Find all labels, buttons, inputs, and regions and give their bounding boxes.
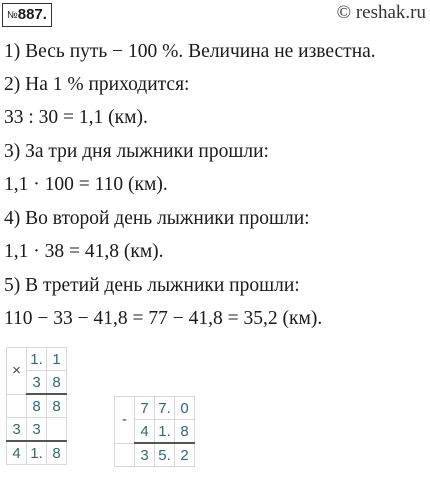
cell: 8 — [175, 420, 195, 444]
header — [0, 0, 430, 30]
cell: 4 — [135, 420, 155, 444]
cell: 3 — [7, 418, 27, 442]
cell: 7 — [135, 397, 155, 420]
line-step-4: 4) Во второй день лыжники прошли: — [4, 208, 310, 229]
multiplication-column — [6, 347, 67, 465]
watermark: © reshak.ru — [336, 2, 426, 23]
cell: 8 — [47, 371, 67, 395]
cell: 3 — [27, 418, 47, 442]
multiply-operator: × — [7, 348, 27, 395]
cell — [47, 418, 67, 442]
mult-row-1 — [7, 348, 67, 371]
line-step-2: 2) На 1 % приходится: — [4, 74, 190, 95]
cell: 1 — [47, 348, 67, 371]
number-value: 887. — [17, 6, 47, 23]
cell: 1. — [27, 348, 47, 371]
cell: 3 — [135, 443, 155, 467]
cell — [7, 394, 27, 418]
cell: 7. — [155, 397, 175, 420]
cell: 4 — [7, 441, 27, 465]
cell — [115, 443, 135, 467]
cell: 5. — [155, 443, 175, 467]
cell: 2 — [175, 443, 195, 467]
number-sign: № — [7, 10, 18, 21]
cell: 8 — [27, 394, 47, 418]
line-step-5: 5) В третий день лыжники прошли: — [4, 275, 300, 296]
mult-row-5 — [7, 441, 67, 465]
line-calc-3: 1,1 · 38 = 41,8 (км). — [4, 241, 164, 262]
line-step-3: 3) За три дня лыжники прошли: — [4, 141, 269, 162]
sub-row-3 — [115, 443, 195, 467]
line-calc-1: 33 : 30 = 1,1 (км). — [4, 107, 148, 128]
cell: 0 — [175, 397, 195, 420]
cell: 1. — [155, 420, 175, 444]
mult-row-4 — [7, 418, 67, 442]
cell: 1. — [27, 441, 47, 465]
mult-row-3 — [7, 394, 67, 418]
subtraction-column — [114, 396, 195, 467]
line-calc-4: 110 − 33 − 41,8 = 77 − 41,8 = 35,2 (км). — [4, 308, 323, 329]
cell: 8 — [47, 394, 67, 418]
cell: 8 — [47, 441, 67, 465]
sub-row-1 — [115, 397, 195, 420]
line-step-1: 1) Весь путь − 100 %. Величина не известна. — [4, 41, 376, 62]
problem-number — [2, 3, 52, 27]
cell: 3 — [27, 371, 47, 395]
line-calc-2: 1,1 · 100 = 110 (км). — [4, 174, 168, 195]
minus-operator: - — [115, 397, 135, 444]
